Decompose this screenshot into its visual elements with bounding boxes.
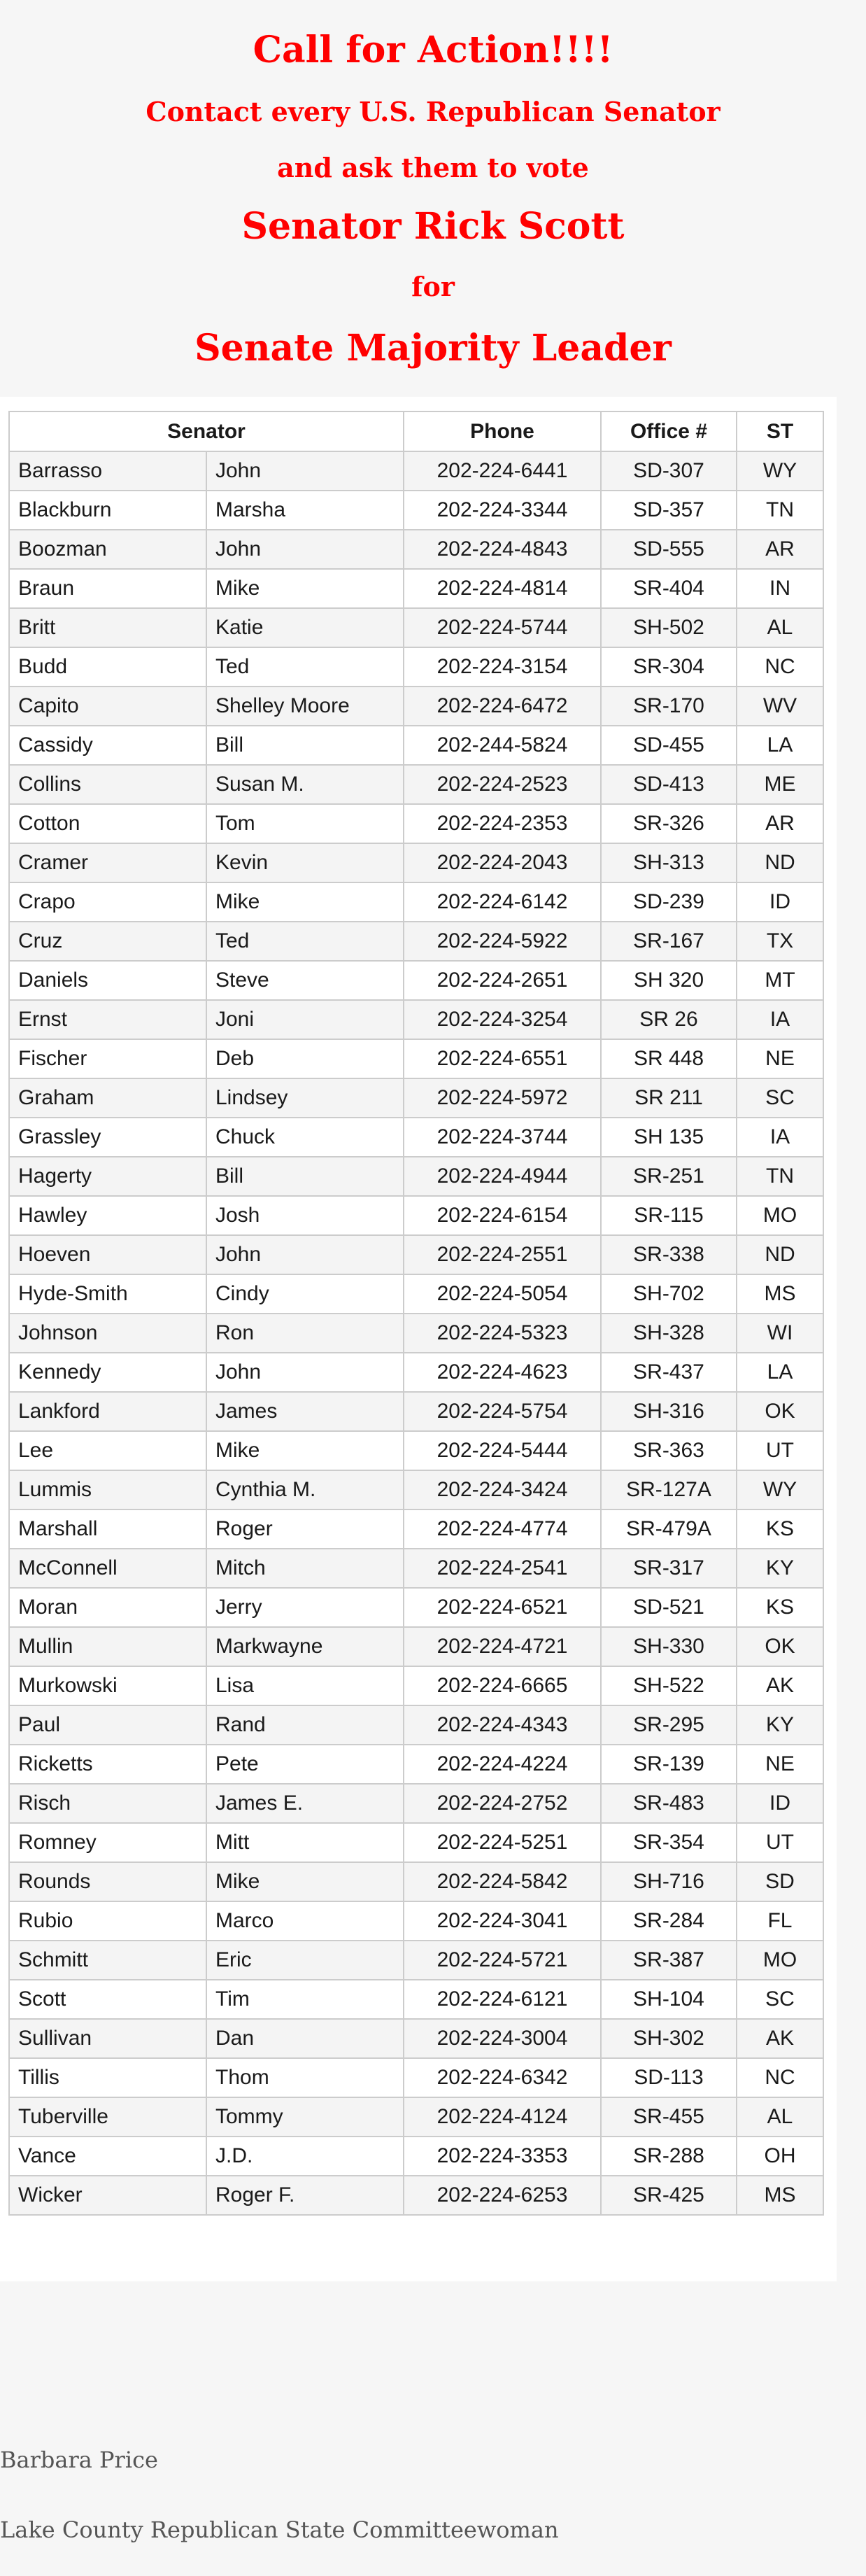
phone-cell: 202-224-4124 <box>404 2097 601 2137</box>
headline: Call for Action!!!! <box>253 29 613 71</box>
office-cell: SH-316 <box>601 1392 737 1431</box>
office-cell: SR-363 <box>601 1431 737 1470</box>
phone-cell: 202-224-2523 <box>404 765 601 804</box>
state-cell: NE <box>737 1745 823 1784</box>
state-cell: ME <box>737 765 823 804</box>
phone-cell: 202-224-4843 <box>404 530 601 569</box>
phone-cell: 202-224-2353 <box>404 804 601 843</box>
phone-cell: 202-224-6121 <box>404 1980 601 2019</box>
senator-last-name: Britt <box>9 608 206 647</box>
subheadline-ask: and ask them to vote <box>277 152 589 183</box>
state-cell: KY <box>737 1549 823 1588</box>
office-cell: SR-425 <box>601 2176 737 2215</box>
state-cell: AK <box>737 1666 823 1705</box>
office-cell: SR-139 <box>601 1745 737 1784</box>
phone-cell: 202-244-5824 <box>404 726 601 765</box>
office-cell: SD-521 <box>601 1588 737 1627</box>
office-cell: SH-302 <box>601 2019 737 2058</box>
senator-last-name: Mullin <box>9 1627 206 1666</box>
state-cell: TN <box>737 491 823 530</box>
phone-cell: 202-224-2752 <box>404 1784 601 1823</box>
senator-first-name: John <box>206 1353 404 1392</box>
phone-cell: 202-224-2043 <box>404 843 601 882</box>
phone-cell: 202-224-6142 <box>404 882 601 922</box>
senator-last-name: Fischer <box>9 1039 206 1078</box>
state-cell: WV <box>737 687 823 726</box>
office-cell: SR-170 <box>601 687 737 726</box>
phone-cell: 202-224-5842 <box>404 1862 601 1901</box>
senator-first-name: Marco <box>206 1901 404 1941</box>
table-row <box>9 1039 823 1078</box>
state-cell: SC <box>737 1980 823 2019</box>
table-row <box>9 1980 823 2019</box>
senator-first-name: Deb <box>206 1039 404 1078</box>
state-cell: TN <box>737 1157 823 1196</box>
table-row <box>9 2019 823 2058</box>
office-cell: SH-702 <box>601 1274 737 1314</box>
header-state: ST <box>737 411 823 451</box>
senator-last-name: Rounds <box>9 1862 206 1901</box>
office-cell: SD-455 <box>601 726 737 765</box>
candidate-name: Senator Rick Scott <box>241 205 625 248</box>
state-cell: IA <box>737 1000 823 1039</box>
table-row <box>9 1235 823 1274</box>
state-cell: WI <box>737 1314 823 1353</box>
state-cell: NC <box>737 2058 823 2097</box>
table-row <box>9 804 823 843</box>
phone-cell: 202-224-4623 <box>404 1353 601 1392</box>
office-cell: SH-522 <box>601 1666 737 1705</box>
senator-last-name: McConnell <box>9 1549 206 1588</box>
table-row <box>9 882 823 922</box>
state-cell: SD <box>737 1862 823 1901</box>
state-cell: SC <box>737 1078 823 1118</box>
state-cell: ND <box>737 1235 823 1274</box>
state-cell: ND <box>737 843 823 882</box>
senator-last-name: Crapo <box>9 882 206 922</box>
state-cell: AL <box>737 2097 823 2137</box>
table-row <box>9 2058 823 2097</box>
table-row <box>9 1509 823 1549</box>
state-cell: WY <box>737 451 823 491</box>
table-row <box>9 491 823 530</box>
senator-first-name: Susan M. <box>206 765 404 804</box>
senator-last-name: Ernst <box>9 1000 206 1039</box>
senator-first-name: Steve <box>206 961 404 1000</box>
phone-cell: 202-224-4774 <box>404 1509 601 1549</box>
table-row <box>9 1627 823 1666</box>
phone-cell: 202-224-4224 <box>404 1745 601 1784</box>
phone-cell: 202-224-2651 <box>404 961 601 1000</box>
senator-first-name: Tom <box>206 804 404 843</box>
table-row <box>9 1353 823 1392</box>
phone-cell: 202-224-6154 <box>404 1196 601 1235</box>
table-row <box>9 1941 823 1980</box>
senator-first-name: Tim <box>206 1980 404 2019</box>
office-cell: SR-251 <box>601 1157 737 1196</box>
senator-last-name: Collins <box>9 765 206 804</box>
state-cell: TX <box>737 922 823 961</box>
office-cell: SD-555 <box>601 530 737 569</box>
table-header-row <box>9 411 823 451</box>
table-row <box>9 1666 823 1705</box>
senator-last-name: Johnson <box>9 1314 206 1353</box>
senator-last-name: Cramer <box>9 843 206 882</box>
office-cell: SD-307 <box>601 451 737 491</box>
senator-first-name: Jerry <box>206 1588 404 1627</box>
senator-last-name: Braun <box>9 569 206 608</box>
phone-cell: 202-224-2551 <box>404 1235 601 1274</box>
senator-last-name: Lee <box>9 1431 206 1470</box>
office-cell: SH-502 <box>601 608 737 647</box>
state-cell: LA <box>737 726 823 765</box>
table-row <box>9 1431 823 1470</box>
senator-last-name: Murkowski <box>9 1666 206 1705</box>
state-cell: IA <box>737 1118 823 1157</box>
office-cell: SR 448 <box>601 1039 737 1078</box>
state-cell: OH <box>737 2137 823 2176</box>
senator-first-name: Roger <box>206 1509 404 1549</box>
office-cell: SR-354 <box>601 1823 737 1862</box>
senator-last-name: Tuberville <box>9 2097 206 2137</box>
senator-table-container <box>0 397 837 2281</box>
state-cell: NC <box>737 647 823 687</box>
senator-last-name: Marshall <box>9 1509 206 1549</box>
phone-cell: 202-224-4343 <box>404 1705 601 1745</box>
office-cell: SR 26 <box>601 1000 737 1039</box>
senator-last-name: Tillis <box>9 2058 206 2097</box>
senator-first-name: James E. <box>206 1784 404 1823</box>
senator-first-name: Tommy <box>206 2097 404 2137</box>
senator-last-name: Barrasso <box>9 451 206 491</box>
table-row <box>9 1588 823 1627</box>
senator-table <box>8 411 824 2216</box>
office-cell: SR-317 <box>601 1549 737 1588</box>
table-row <box>9 1392 823 1431</box>
header-senator: Senator <box>9 411 404 451</box>
senator-last-name: Schmitt <box>9 1941 206 1980</box>
state-cell: KY <box>737 1705 823 1745</box>
phone-cell: 202-224-5054 <box>404 1274 601 1314</box>
senator-last-name: Daniels <box>9 961 206 1000</box>
table-row <box>9 2137 823 2176</box>
state-cell: LA <box>737 1353 823 1392</box>
senator-last-name: Risch <box>9 1784 206 1823</box>
table-row <box>9 1274 823 1314</box>
state-cell: MS <box>737 1274 823 1314</box>
office-cell: SD-113 <box>601 2058 737 2097</box>
office-cell: SR-167 <box>601 922 737 961</box>
senator-last-name: Blackburn <box>9 491 206 530</box>
table-row <box>9 1823 823 1862</box>
office-cell: SR-479A <box>601 1509 737 1549</box>
table-row <box>9 530 823 569</box>
position-title: Senate Majority Leader <box>194 327 672 369</box>
office-cell: SD-413 <box>601 765 737 804</box>
table-row <box>9 608 823 647</box>
header-office: Office # <box>601 411 737 451</box>
state-cell: KS <box>737 1588 823 1627</box>
subheadline-for: for <box>411 271 455 302</box>
subheadline-contact: Contact every U.S. Republican Senator <box>145 96 721 127</box>
senator-last-name: Moran <box>9 1588 206 1627</box>
state-cell: ID <box>737 882 823 922</box>
office-cell: SR-284 <box>601 1901 737 1941</box>
senator-first-name: Roger F. <box>206 2176 404 2215</box>
phone-cell: 202-224-6551 <box>404 1039 601 1078</box>
state-cell: MO <box>737 1196 823 1235</box>
senator-last-name: Ricketts <box>9 1745 206 1784</box>
phone-cell: 202-224-3254 <box>404 1000 601 1039</box>
senator-last-name: Hyde-Smith <box>9 1274 206 1314</box>
office-cell: SR-304 <box>601 647 737 687</box>
table-row <box>9 1000 823 1039</box>
office-cell: SR-437 <box>601 1353 737 1392</box>
phone-cell: 202-224-3353 <box>404 2137 601 2176</box>
state-cell: UT <box>737 1431 823 1470</box>
senator-first-name: Rand <box>206 1705 404 1745</box>
senator-first-name: Ted <box>206 647 404 687</box>
phone-cell: 202-224-6665 <box>404 1666 601 1705</box>
phone-cell: 202-224-3041 <box>404 1901 601 1941</box>
phone-cell: 202-224-6342 <box>404 2058 601 2097</box>
office-cell: SH 135 <box>601 1118 737 1157</box>
senator-first-name: Eric <box>206 1941 404 1980</box>
phone-cell: 202-224-6472 <box>404 687 601 726</box>
senator-last-name: Cotton <box>9 804 206 843</box>
senator-first-name: Lindsey <box>206 1078 404 1118</box>
senator-first-name: Mitt <box>206 1823 404 1862</box>
senator-first-name: J.D. <box>206 2137 404 2176</box>
senator-last-name: Hoeven <box>9 1235 206 1274</box>
phone-cell: 202-224-3344 <box>404 491 601 530</box>
state-cell: NE <box>737 1039 823 1078</box>
phone-cell: 202-224-3744 <box>404 1118 601 1157</box>
senator-first-name: Cindy <box>206 1274 404 1314</box>
senator-first-name: Thom <box>206 2058 404 2097</box>
state-cell: AK <box>737 2019 823 2058</box>
state-cell: AR <box>737 804 823 843</box>
senator-last-name: Hagerty <box>9 1157 206 1196</box>
senator-first-name: Dan <box>206 2019 404 2058</box>
office-cell: SR-326 <box>601 804 737 843</box>
state-cell: OK <box>737 1392 823 1431</box>
senator-first-name: James <box>206 1392 404 1431</box>
senator-first-name: Mike <box>206 569 404 608</box>
senator-first-name: Shelley Moore <box>206 687 404 726</box>
phone-cell: 202-224-6441 <box>404 451 601 491</box>
senator-first-name: Pete <box>206 1745 404 1784</box>
senator-first-name: Marsha <box>206 491 404 530</box>
senator-first-name: Ted <box>206 922 404 961</box>
senator-last-name: Lummis <box>9 1470 206 1509</box>
table-row <box>9 1901 823 1941</box>
state-cell: MO <box>737 1941 823 1980</box>
table-row <box>9 843 823 882</box>
senator-first-name: John <box>206 451 404 491</box>
senator-last-name: Paul <box>9 1705 206 1745</box>
senator-first-name: Mike <box>206 1431 404 1470</box>
phone-cell: 202-224-5754 <box>404 1392 601 1431</box>
senator-last-name: Cassidy <box>9 726 206 765</box>
senator-first-name: Markwayne <box>206 1627 404 1666</box>
office-cell: SR-387 <box>601 1941 737 1980</box>
senator-last-name: Wicker <box>9 2176 206 2215</box>
office-cell: SR-115 <box>601 1196 737 1235</box>
senator-first-name: Mike <box>206 1862 404 1901</box>
senator-first-name: Kevin <box>206 843 404 882</box>
office-cell: SH 320 <box>601 961 737 1000</box>
senator-last-name: Hawley <box>9 1196 206 1235</box>
senator-first-name: Cynthia M. <box>206 1470 404 1509</box>
phone-cell: 202-224-4944 <box>404 1157 601 1196</box>
table-row <box>9 1862 823 1901</box>
senator-last-name: Kennedy <box>9 1353 206 1392</box>
state-cell: ID <box>737 1784 823 1823</box>
senator-first-name: John <box>206 1235 404 1274</box>
table-row <box>9 1196 823 1235</box>
table-row <box>9 1314 823 1353</box>
phone-cell: 202-224-4721 <box>404 1627 601 1666</box>
senator-last-name: Boozman <box>9 530 206 569</box>
phone-cell: 202-224-5721 <box>404 1941 601 1980</box>
table-row <box>9 687 823 726</box>
senator-first-name: Katie <box>206 608 404 647</box>
senator-last-name: Budd <box>9 647 206 687</box>
phone-cell: 202-224-3424 <box>404 1470 601 1509</box>
office-cell: SR-404 <box>601 569 737 608</box>
table-row <box>9 1549 823 1588</box>
senator-last-name: Graham <box>9 1078 206 1118</box>
table-row <box>9 1705 823 1745</box>
senator-last-name: Rubio <box>9 1901 206 1941</box>
senator-last-name: Scott <box>9 1980 206 2019</box>
table-row <box>9 1784 823 1823</box>
senator-first-name: Ron <box>206 1314 404 1353</box>
table-row <box>9 922 823 961</box>
senator-first-name: Mike <box>206 882 404 922</box>
state-cell: OK <box>737 1627 823 1666</box>
office-cell: SR-127A <box>601 1470 737 1509</box>
author-name: Barbara Price <box>0 2447 158 2473</box>
senator-last-name: Sullivan <box>9 2019 206 2058</box>
phone-cell: 202-224-5444 <box>404 1431 601 1470</box>
state-cell: MT <box>737 961 823 1000</box>
office-cell: SH-328 <box>601 1314 737 1353</box>
office-cell: SD-357 <box>601 491 737 530</box>
senator-last-name: Romney <box>9 1823 206 1862</box>
table-row <box>9 1078 823 1118</box>
office-cell: SR 211 <box>601 1078 737 1118</box>
phone-cell: 202-224-5744 <box>404 608 601 647</box>
phone-cell: 202-224-4814 <box>404 569 601 608</box>
phone-cell: 202-224-5972 <box>404 1078 601 1118</box>
office-cell: SR-338 <box>601 1235 737 1274</box>
senator-last-name: Vance <box>9 2137 206 2176</box>
phone-cell: 202-224-5922 <box>404 922 601 961</box>
senator-first-name: Bill <box>206 726 404 765</box>
table-row <box>9 1470 823 1509</box>
table-row <box>9 1745 823 1784</box>
phone-cell: 202-224-2541 <box>404 1549 601 1588</box>
senator-first-name: Josh <box>206 1196 404 1235</box>
senator-last-name: Cruz <box>9 922 206 961</box>
table-row <box>9 1157 823 1196</box>
state-cell: AL <box>737 608 823 647</box>
table-row <box>9 569 823 608</box>
header-phone: Phone <box>404 411 601 451</box>
senator-last-name: Lankford <box>9 1392 206 1431</box>
table-row <box>9 2097 823 2137</box>
office-cell: SH-104 <box>601 1980 737 2019</box>
office-cell: SD-239 <box>601 882 737 922</box>
office-cell: SH-716 <box>601 1862 737 1901</box>
table-row <box>9 2176 823 2215</box>
state-cell: MS <box>737 2176 823 2215</box>
state-cell: KS <box>737 1509 823 1549</box>
state-cell: FL <box>737 1901 823 1941</box>
table-row <box>9 961 823 1000</box>
table-row <box>9 647 823 687</box>
phone-cell: 202-224-6253 <box>404 2176 601 2215</box>
state-cell: IN <box>737 569 823 608</box>
senator-first-name: Chuck <box>206 1118 404 1157</box>
state-cell: WY <box>737 1470 823 1509</box>
table-row <box>9 1118 823 1157</box>
senator-first-name: John <box>206 530 404 569</box>
senator-first-name: Mitch <box>206 1549 404 1588</box>
office-cell: SR-288 <box>601 2137 737 2176</box>
phone-cell: 202-224-5323 <box>404 1314 601 1353</box>
phone-cell: 202-224-6521 <box>404 1588 601 1627</box>
senator-last-name: Capito <box>9 687 206 726</box>
table-row <box>9 726 823 765</box>
state-cell: AR <box>737 530 823 569</box>
senator-first-name: Joni <box>206 1000 404 1039</box>
senator-first-name: Bill <box>206 1157 404 1196</box>
phone-cell: 202-224-3154 <box>404 647 601 687</box>
office-cell: SR-483 <box>601 1784 737 1823</box>
phone-cell: 202-224-3004 <box>404 2019 601 2058</box>
office-cell: SR-455 <box>601 2097 737 2137</box>
senator-last-name: Grassley <box>9 1118 206 1157</box>
table-row <box>9 765 823 804</box>
senator-first-name: Lisa <box>206 1666 404 1705</box>
state-cell: UT <box>737 1823 823 1862</box>
author-title: Lake County Republican State Committeewoman <box>0 2517 559 2543</box>
office-cell: SH-330 <box>601 1627 737 1666</box>
office-cell: SR-295 <box>601 1705 737 1745</box>
office-cell: SH-313 <box>601 843 737 882</box>
table-row <box>9 451 823 491</box>
phone-cell: 202-224-5251 <box>404 1823 601 1862</box>
